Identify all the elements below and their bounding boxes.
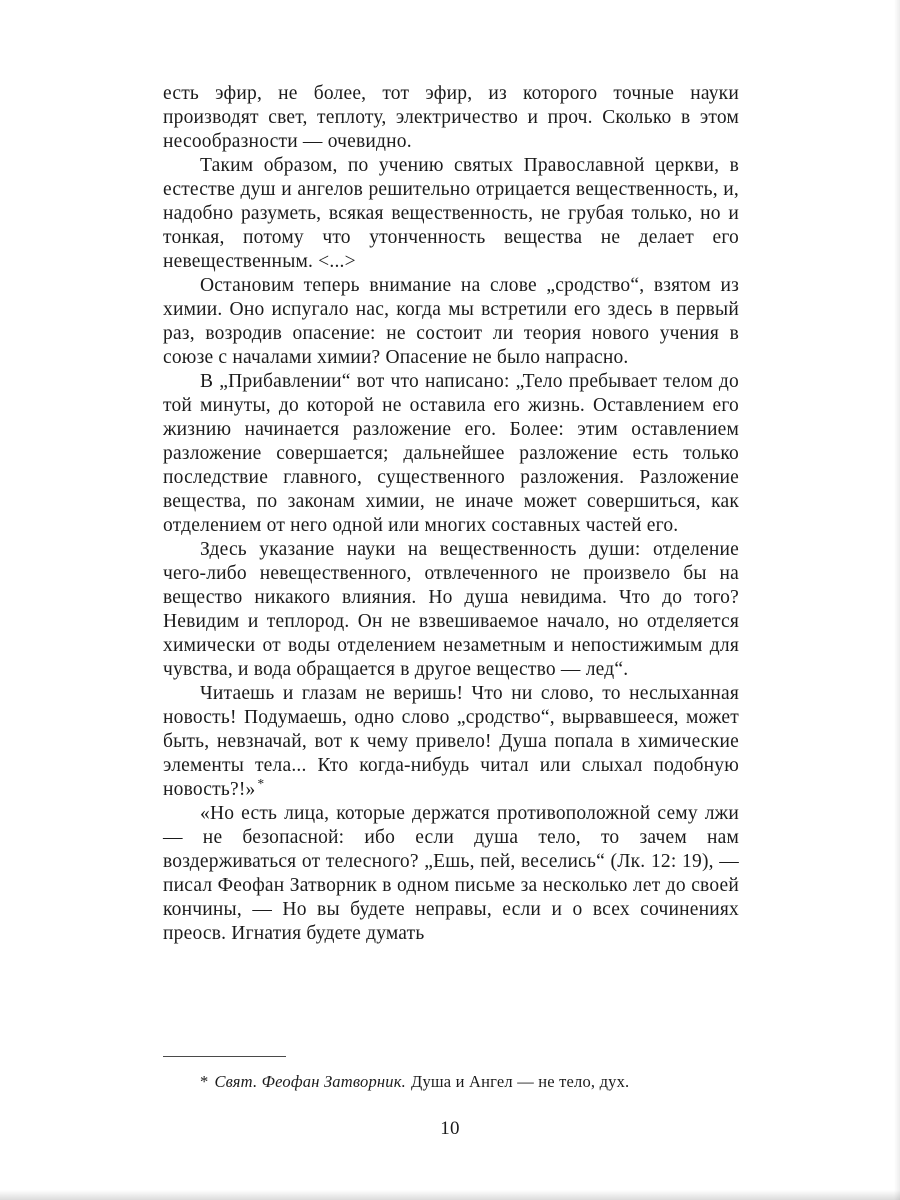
paragraph: Остановим теперь внимание на слове „сродство“, взятом из химии. Оно испугало нас, когда мы встретили его здесь в первый раз, возродив опасение: не состоит ли теория нового учения в союзе с началами химии? Опасение не было напрасно.	[163, 275, 739, 368]
text-block	[163, 82, 739, 946]
paragraph: есть эфир, не более, тот эфир, из которого точные науки производят свет, теплоту, электричество и проч. Сколько в этом несообразности — очевидно.	[163, 83, 739, 152]
paragraph: Читаешь и глазам не веришь! Что ни слово, то неслыханная новость! Подумаешь, одно слово „сродство“, вырвавшееся, может быть, невзначай, вот к чему привело! Душа попала в химические элементы тела... Кто когда-нибудь читал или слыхал подобную новость?!» *	[163, 683, 739, 800]
scan-edge-right	[894, 0, 900, 1200]
paragraph: Здесь указание науки на вещественность души: отделение чего-либо невещественного, отвлеченного не произвело бы на вещество никакого влияния. Но душа невидима. Что до того? Невидим и теплород. Он не взвешиваемое начало, но отделяется химически от воды отделением незаметным и непостижимым для чувства, и вода обращается в другое вещество — лед“.	[163, 539, 739, 680]
paragraph: В „Прибавлении“ вот что написано: „Тело пребывает телом до той минуты, до которой не оставила его жизнь. Оставлением его жизнию начинается разложение его. Более: этим оставлением разложение совершается; дальнейшее разложение есть только последствие главного, существенного разложения. Разложение вещества, по законам химии, не иначе может совершиться, как отделением от него одной или многих составных частей его.	[163, 371, 739, 536]
footnote-author: Свят. Феофан Затворник.	[214, 1072, 406, 1091]
footnote-title: Душа и Ангел — не тело, дух.	[411, 1072, 630, 1091]
paragraph: Таким образом, по учению святых Православной церкви, в естестве душ и ангелов решительно отрицается вещественность, и, надобно разуметь, всякая вещественность, не грубая только, но и тонкая, потому что утонченность вещества не делает его невещественным. <...>	[163, 155, 739, 272]
footnote-reference-marker: *	[257, 775, 265, 791]
footnote-section	[163, 1056, 739, 1093]
footnote-marker: *	[200, 1072, 209, 1091]
page-number: 10	[440, 1118, 460, 1139]
footnote-rule	[163, 1056, 286, 1057]
scan-edge-bottom	[0, 1190, 900, 1200]
footnote-text	[163, 1071, 739, 1093]
paragraph: «Но есть лица, которые держатся противоположной сему лжи — не безопасной: ибо если душа тело, то зачем нам воздерживаться от телесного? „Ешь, пей, веселись“ (Лк. 12: 19), — писал Феофан Затворник в одном письме за несколько лет до своей кончины, — Но вы будете неправы, если и о всех сочинениях преосв. Игнатия будете думать	[163, 803, 739, 944]
